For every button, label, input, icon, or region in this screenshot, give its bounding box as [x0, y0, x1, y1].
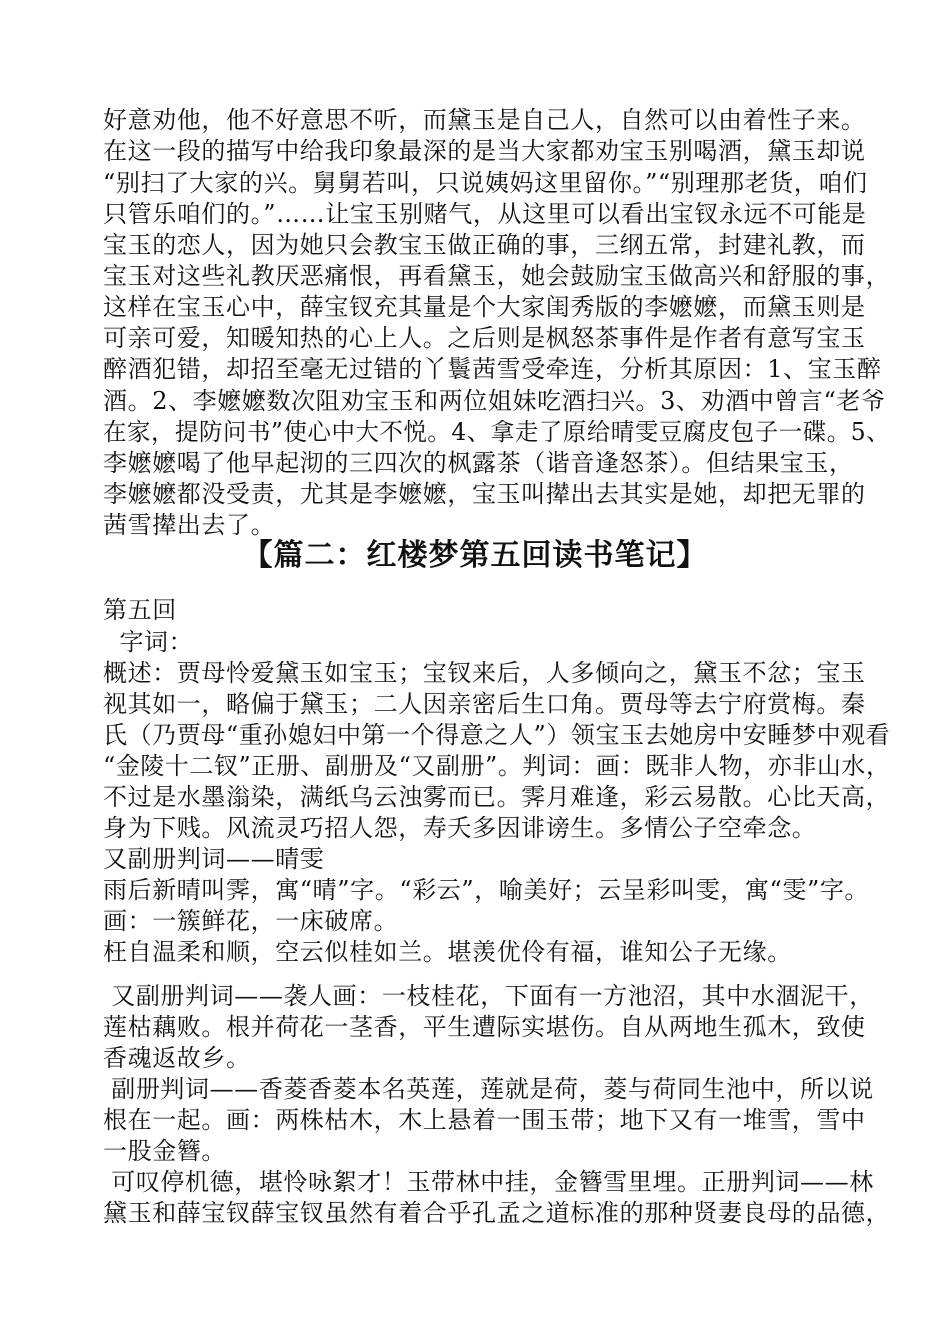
- text-line: 莲枯藕败。根并荷花一茎香，平生遭际实堪伤。自从两地生孤木，致使: [103, 1013, 866, 1041]
- text-line: “别扫了大家的兴。舅舅若叫，只说姨妈这里留你。”“别理那老货，咱们: [103, 169, 868, 197]
- text-line: 茜雪撵出去了。: [103, 511, 276, 539]
- text-line: 第五回: [103, 596, 177, 624]
- text-line: 又副册判词——晴雯: [103, 845, 325, 873]
- text-line: 只管乐咱们的。”……让宝玉别赌气，从这里可以看出宝钗永远不可能是: [103, 200, 867, 228]
- section-heading: 【篇二：红楼梦第五回读书笔记】: [242, 538, 708, 573]
- text-line: 醉酒犯错，却招至毫无过错的丫鬟茜雪受牵连，分析其原因：1、宝玉醉: [103, 355, 882, 383]
- text-line: 好意劝他，他不好意思不听，而黛玉是自己人，自然可以由着性子来。: [103, 106, 866, 134]
- text-line: 在家，提防问书”使心中大不悦。4、拿走了原给晴雯豆腐皮包子一碟。5、: [103, 418, 891, 446]
- text-line: 黛玉和薛宝钗薛宝钗虽然有着合乎孔孟之道标准的那种贤妻良母的品德，: [103, 1199, 891, 1227]
- text-line: 雨后新晴叫霁，寓“晴”字。“彩云”，喻美好；云呈彩叫雯，寓“雯”字。: [103, 876, 870, 904]
- text-line: 宝玉的恋人，因为她只会教宝玉做正确的事，三纲五常，封建礼教，而: [103, 231, 866, 259]
- text-line: 视其如一，略偏于黛玉；二人因亲密后生口角。贾母等去宁府赏梅。秦: [103, 690, 866, 718]
- text-line: 概述：贾母怜爱黛玉如宝玉；宝钗来后，人多倾向之，黛玉不忿；宝玉: [103, 659, 866, 687]
- text-line: 宝玉对这些礼教厌恶痛恨，再看黛玉，她会鼓励宝玉做高兴和舒服的事，: [103, 262, 891, 290]
- text-line: 氏（乃贾母“重孙媳妇中第一个得意之人”）领宝玉去她房中安睡梦中观看: [103, 721, 891, 749]
- text-line: “金陵十二钗”正册、副册及“又副册”。判词：画：既非人物，亦非山水，: [103, 752, 891, 780]
- text-line: 香魂返故乡。: [103, 1044, 251, 1072]
- text-line: 身为下贱。风流灵巧招人怨，寿夭多因诽谤生。多情公子空牵念。: [103, 814, 817, 842]
- text-line: 一股金簪。: [103, 1137, 226, 1165]
- text-line: 可亲可爱，知暖知热的心上人。之后则是枫怒茶事件是作者有意写宝玉: [103, 324, 866, 352]
- text-line: 枉自温柔和顺，空云似桂如兰。堪羡优伶有福，谁知公子无缘。: [103, 938, 792, 966]
- text-line: 这样在宝玉心中，薛宝钗充其量是个大家闺秀版的李嬷嬷，而黛玉则是: [103, 293, 866, 321]
- text-line: 字词：: [103, 628, 194, 656]
- text-line: 根在一起。画：两株枯木，木上悬着一围玉带；地下又有一堆雪，雪中: [103, 1106, 866, 1134]
- text-line: 在这一段的描写中给我印象最深的是当大家都劝宝玉别喝酒，黛玉却说: [103, 137, 866, 165]
- text-line: 副册判词——香菱香菱本名英莲，莲就是荷，菱与荷同生池中，所以说: [103, 1075, 874, 1103]
- text-line: 李嬷嬷喝了他早起沏的三四次的枫露茶（谐音逢怒茶）。但结果宝玉，: [103, 449, 854, 477]
- text-line: 酒。2、李嬷嬷数次阻劝宝玉和两位姐妹吃酒扫兴。3、劝酒中曾言“老爷: [103, 387, 886, 415]
- text-line: 李嬷嬷都没受责，尤其是李嬷嬷，宝玉叫撵出去其实是她，却把无罪的: [103, 480, 866, 508]
- text-line: 可叹停机德，堪怜咏絮才！玉带林中挂，金簪雪里埋。正册判词——林: [103, 1168, 874, 1196]
- text-line: 不过是水墨滃染，满纸乌云浊雾而已。霁月难逢，彩云易散。心比天高，: [103, 783, 891, 811]
- text-line: 画：一簇鲜花，一床破席。: [103, 907, 399, 935]
- text-line: 又副册判词——袭人画：一枝桂花，下面有一方池沼，其中水涸泥干，: [103, 982, 874, 1010]
